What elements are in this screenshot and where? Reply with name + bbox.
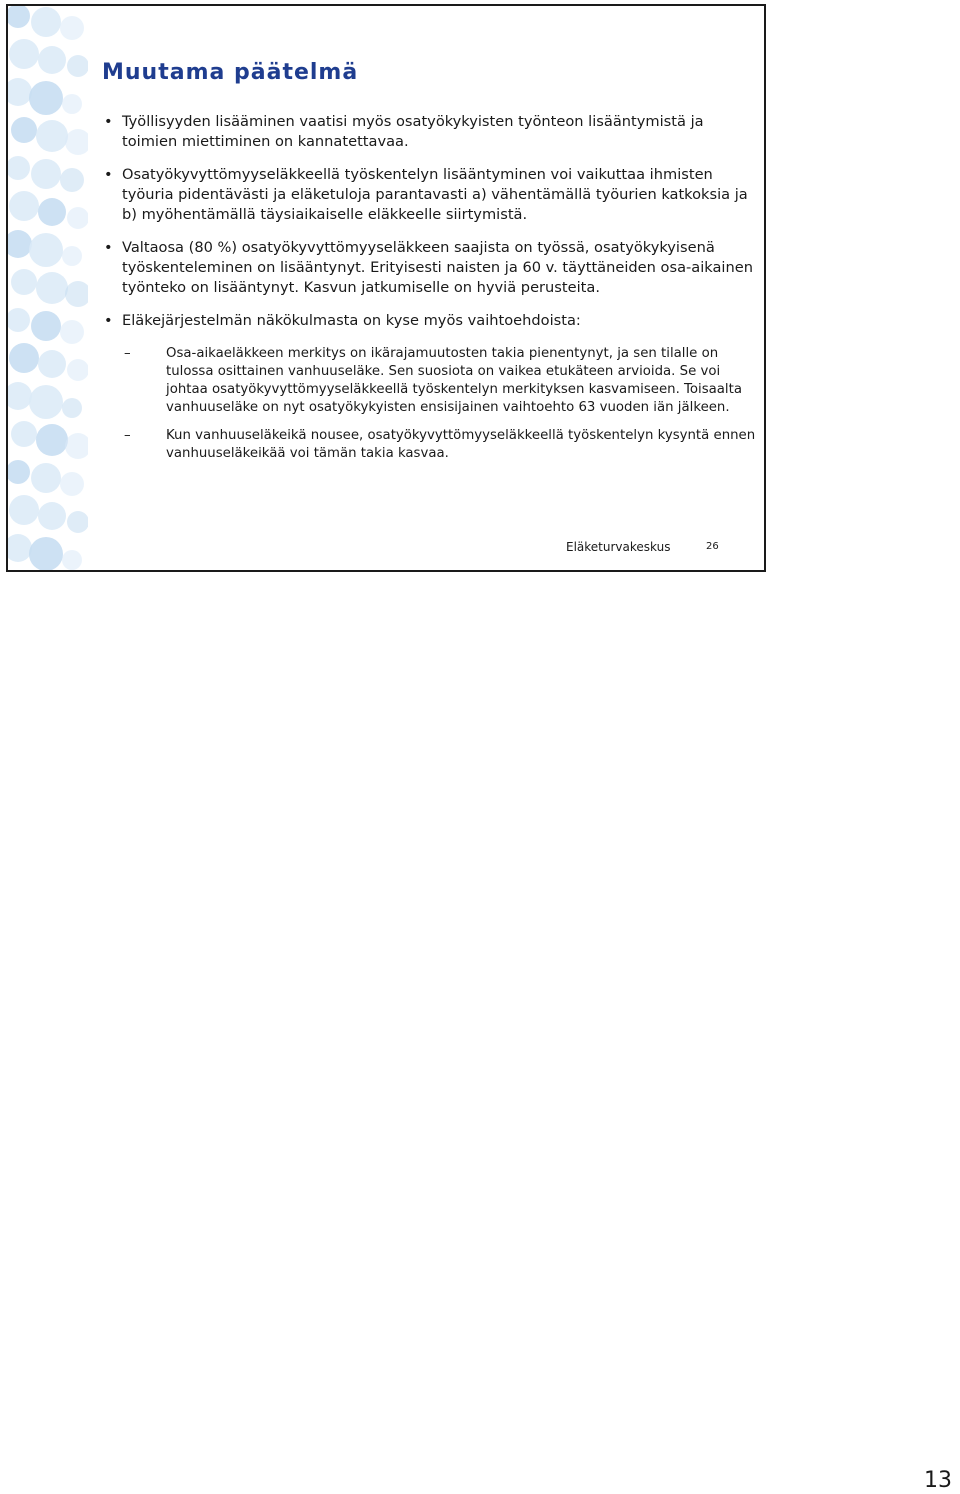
decorative-circle	[67, 55, 88, 77]
decorative-circle	[60, 168, 84, 192]
decorative-circle	[8, 308, 30, 332]
decorative-circle	[67, 359, 88, 381]
decorative-circle	[38, 502, 66, 530]
decorative-circle	[29, 81, 63, 115]
decorative-circle	[60, 16, 84, 40]
decorative-circle	[38, 350, 66, 378]
decorative-circle	[8, 230, 32, 258]
decorative-circle	[36, 120, 68, 152]
decorative-circle	[38, 198, 66, 226]
bullet-item	[104, 165, 756, 225]
bullet-text: Työllisyyden lisääminen vaatisi myös osatyökykyisten työnteon lisääntymistä ja toimien miettiminen on kannatettavaa.	[122, 113, 704, 150]
bullet-list	[104, 112, 756, 476]
decorative-circle	[62, 246, 82, 266]
bullet-text: Valtaosa (80 %) osatyökyvyttömyyseläkkeen saajista on työssä, osatyökykyisenä työskenteleminen on lisääntynyt. Erityisesti naisten ja 60 v. täyttäneiden osa-aikainen työnteko on lisääntynyt. Kasvun jatkumiselle on hyviä perusteita.	[122, 239, 753, 296]
decorative-circle	[62, 398, 82, 418]
sub-bullet-item	[124, 345, 756, 417]
decorative-circle	[8, 460, 30, 484]
footer-organization: Eläketurvakeskus	[566, 540, 671, 554]
slide	[6, 4, 766, 572]
sub-bullet-list	[122, 345, 756, 463]
decorative-circle	[9, 39, 39, 69]
bullet-item	[104, 311, 756, 463]
decorative-circle	[8, 534, 32, 562]
decorative-circle	[31, 311, 61, 341]
dash-icon: –	[124, 428, 131, 443]
decorative-circle	[60, 320, 84, 344]
decorative-circle	[29, 537, 63, 570]
decorative-circle	[11, 421, 37, 447]
dash-icon: –	[124, 346, 131, 361]
decorative-circle	[29, 385, 63, 419]
decorative-circle	[8, 382, 32, 410]
footer-slide-number: 26	[706, 541, 719, 552]
decorative-circle	[60, 472, 84, 496]
decorative-circle	[38, 46, 66, 74]
decorative-circle	[9, 343, 39, 373]
bullet-item	[104, 238, 756, 298]
bullet-icon: •	[104, 166, 113, 183]
slide-title: Muutama päätelmä	[102, 60, 359, 85]
bullet-text: Osatyökyvyttömyyseläkkeellä työskentelyn lisääntyminen voi vaikuttaa ihmisten työuria pidentävästi ja eläketuloja parantavasti a) vähentämällä työurien katkoksia ja b) myöhentämällä täysiaikaiselle eläkkeelle siirtymistä.	[122, 166, 748, 223]
decorative-circle	[67, 207, 88, 229]
decorative-circle	[62, 550, 82, 570]
decorative-circle	[29, 233, 63, 267]
decorative-circle	[11, 117, 37, 143]
decorative-circle	[62, 94, 82, 114]
bullet-item	[104, 112, 756, 152]
decorative-circle	[67, 511, 88, 533]
sub-bullet-item	[124, 427, 756, 463]
decorative-circle-pattern	[8, 6, 88, 570]
decorative-circle	[8, 6, 30, 28]
bullet-icon: •	[104, 239, 113, 256]
decorative-circle	[36, 272, 68, 304]
decorative-circle	[9, 191, 39, 221]
bullet-icon: •	[104, 113, 113, 130]
decorative-circle	[8, 78, 32, 106]
decorative-circle	[31, 7, 61, 37]
decorative-circle	[65, 129, 88, 155]
sub-bullet-text: Kun vanhuuseläkeikä nousee, osatyökyvyttömyyseläkkeellä työskentelyn kysyntä ennen vanhuuseläkeikää voi tämän takia kasvaa.	[166, 428, 756, 461]
bullet-text: Eläkejärjestelmän näkökulmasta on kyse myös vaihtoehdoista:	[122, 312, 581, 329]
decorative-circle	[8, 156, 30, 180]
decorative-circle	[9, 495, 39, 525]
decorative-circle	[31, 463, 61, 493]
decorative-circle	[36, 424, 68, 456]
decorative-circle	[31, 159, 61, 189]
bullet-icon: •	[104, 312, 113, 329]
decorative-circle	[65, 433, 88, 459]
decorative-circle	[11, 269, 37, 295]
decorative-circle	[65, 281, 88, 307]
document-page-number: 13	[924, 1468, 952, 1493]
sub-bullet-text: Osa-aikaeläkkeen merkitys on ikärajamuutosten takia pienentynyt, ja sen tilalle on tulossa osittainen vanhuuseläke. Sen suosiota on vaikea etukäteen arvioida. Se voi johtaa osatyökyvyttömyyseläkkeellä työskentelyn merkityksen kasvamiseen. Toisaalta vanhuuseläke on nyt osatyökykyisten ensisijainen vaihtoehto 63 vuoden iän jälkeen.	[166, 346, 742, 415]
